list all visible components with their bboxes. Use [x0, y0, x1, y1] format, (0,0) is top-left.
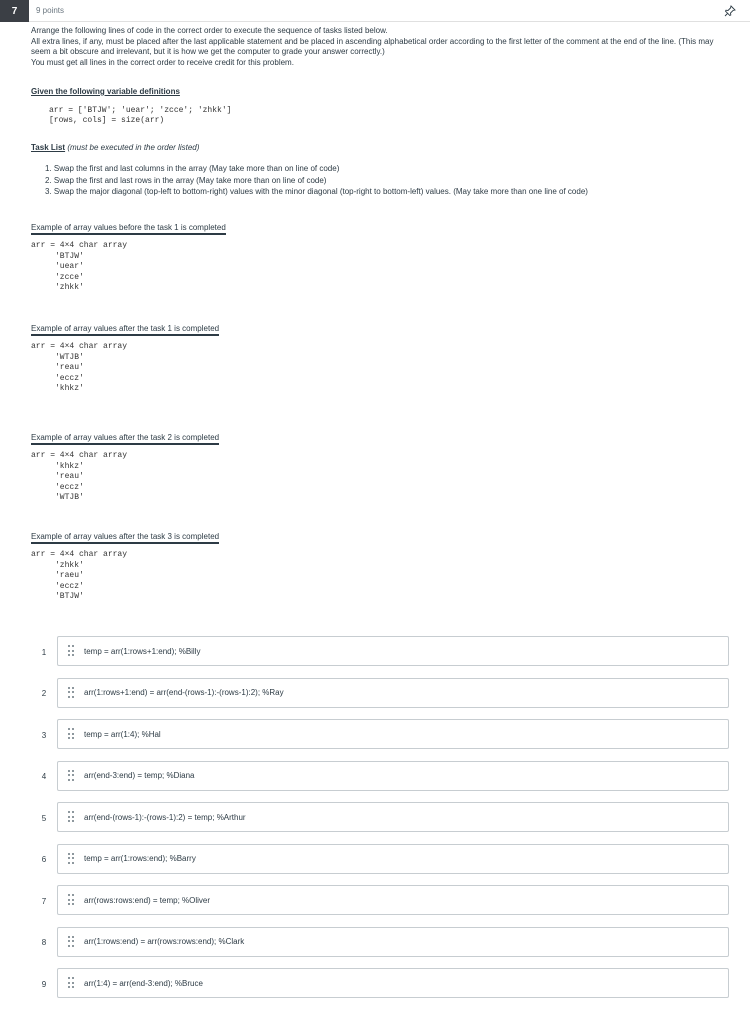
example-after-task-2 [31, 433, 219, 504]
question-header [0, 0, 750, 22]
drag-handle-icon[interactable] [68, 977, 74, 989]
answer-code: arr(1:rows+1:end) = arr(end-(rows-1):-(rows-1):2); %Ray [84, 688, 284, 697]
task-list [45, 163, 731, 198]
example-row: 'eccz' [55, 581, 84, 591]
answer-row [31, 844, 730, 886]
answer-row [31, 968, 730, 1010]
drag-handle-icon[interactable] [68, 645, 74, 657]
answer-draggable-item[interactable] [57, 968, 729, 998]
answer-draggable-item[interactable] [57, 885, 729, 915]
example-row: 'uear' [55, 262, 84, 271]
answer-row [31, 885, 730, 927]
example-after-task-3 [31, 532, 219, 603]
task-item: 3. Swap the major diagonal (top-left to bottom-right) values with the minor diagonal (top-right to bottom-left) values. (May take more than one line of code) [45, 187, 588, 196]
answer-row [31, 636, 730, 678]
drag-handle-icon[interactable] [68, 811, 74, 823]
tasklist-title: Task List [31, 142, 66, 152]
definitions-title: Given the following variable definitions [31, 87, 180, 96]
example-header: arr = 4×4 char array [31, 241, 128, 250]
answer-draggable-item[interactable] [57, 636, 729, 666]
answer-draggable-item[interactable] [57, 802, 729, 832]
example-row: 'eccz' [55, 373, 84, 383]
drag-handle-icon[interactable] [68, 894, 74, 906]
instruction-line: You must get all lines in the correct order to receive credit for this problem. [31, 57, 294, 67]
answer-number: 4 [41, 772, 47, 781]
answer-number: 3 [41, 730, 47, 740]
example-row: 'eccz' [55, 482, 84, 492]
answer-code: arr(rows:rows:end) = temp; %Oliver [84, 895, 211, 905]
answer-code: arr(end-3:end) = temp; %Diana [84, 771, 195, 780]
example-row: 'WTJB' [55, 352, 84, 362]
answer-row [31, 761, 730, 803]
definition-line-1: arr = ['BTJW'; 'uear'; 'zcce'; 'zhkk'] [49, 105, 232, 115]
answer-row [31, 802, 730, 844]
instruction-line: All extra lines, if any, must be placed after the last applicable statement and be placed in ascending alphabetical order according to the first letter of the comment at the end of the line. (This may seem a bit obscure and irrelevant, but it is how we get the computer to grade your answer correctly.) [31, 36, 714, 56]
drag-handle-icon[interactable] [68, 687, 74, 699]
pin-icon[interactable] [724, 5, 736, 17]
answer-draggable-item[interactable] [57, 719, 729, 749]
example-row: 'zcce' [55, 272, 84, 282]
answer-draggable-item[interactable] [57, 844, 729, 874]
answer-code: temp = arr(1:rows+1:end); %Billy [84, 646, 201, 656]
answer-number: 5 [41, 813, 47, 823]
answer-number: 2 [41, 689, 47, 698]
drag-handle-icon[interactable] [68, 936, 74, 948]
example-row: 'reau' [55, 363, 84, 372]
example-header: arr = 4×4 char array [31, 342, 128, 351]
example-before-task-1 [31, 223, 226, 294]
example-row: 'khkz' [55, 461, 84, 471]
instructions [31, 26, 731, 68]
tasklist-note: (must be executed in the order listed) [67, 142, 200, 152]
example-after-task-1 [31, 324, 219, 395]
instruction-line: Arrange the following lines of code in the correct order to execute the sequence of tasks listed below. [31, 26, 388, 35]
answer-number: 9 [41, 979, 47, 989]
example-row: 'WTJB' [55, 493, 84, 502]
answer-row [31, 719, 730, 761]
example-title: Example of array values after the task 1 is completed [31, 324, 219, 336]
answer-draggable-item[interactable] [57, 678, 729, 708]
example-row: 'khkz' [55, 384, 84, 393]
example-row: 'zhkk' [55, 283, 84, 292]
drag-handle-icon[interactable] [68, 770, 74, 782]
example-header: arr = 4×4 char array [31, 451, 128, 460]
answer-draggable-item[interactable] [57, 761, 729, 791]
answer-number: 7 [41, 896, 47, 906]
answer-list [31, 636, 730, 1010]
answer-code: temp = arr(1:rows:end); %Barry [84, 854, 196, 863]
drag-handle-icon[interactable] [68, 853, 74, 865]
example-title: Example of array values after the task 2 is completed [31, 433, 219, 445]
example-header: arr = 4×4 char array [31, 550, 128, 559]
task-item: 1. Swap the first and last columns in the array (May take more than on line of code) [45, 164, 340, 173]
definition-line-2: [rows, cols] = size(arr) [49, 116, 165, 125]
answer-number: 1 [41, 647, 47, 657]
answer-code: arr(1:4) = arr(end-3:end); %Bruce [84, 978, 203, 988]
example-title: Example of array values after the task 3 is completed [31, 532, 219, 544]
example-row: 'zhkk' [55, 560, 84, 570]
example-row: 'raeu' [55, 571, 84, 580]
answer-code: arr(1:rows:end) = arr(rows:rows:end); %Clark [84, 937, 245, 946]
question-points: 9 points [36, 6, 65, 15]
question-content [31, 26, 731, 198]
example-row: 'reau' [55, 472, 84, 481]
example-row: 'BTJW' [55, 251, 84, 261]
answer-number: 8 [41, 938, 47, 947]
answer-row [31, 678, 730, 720]
question-number: 7 [0, 0, 29, 22]
example-row: 'BTJW' [55, 592, 84, 601]
answer-number: 6 [41, 855, 47, 864]
answer-code: arr(end-(rows-1):-(rows-1):2) = temp; %Arthur [84, 812, 246, 822]
answer-row [31, 927, 730, 969]
answer-draggable-item[interactable] [57, 927, 729, 957]
drag-handle-icon[interactable] [68, 728, 74, 740]
example-title: Example of array values before the task 1 is completed [31, 223, 226, 235]
task-item: 2. Swap the first and last rows in the array (May take more than on line of code) [45, 175, 327, 185]
answer-code: temp = arr(1:4); %Hal [84, 729, 161, 739]
